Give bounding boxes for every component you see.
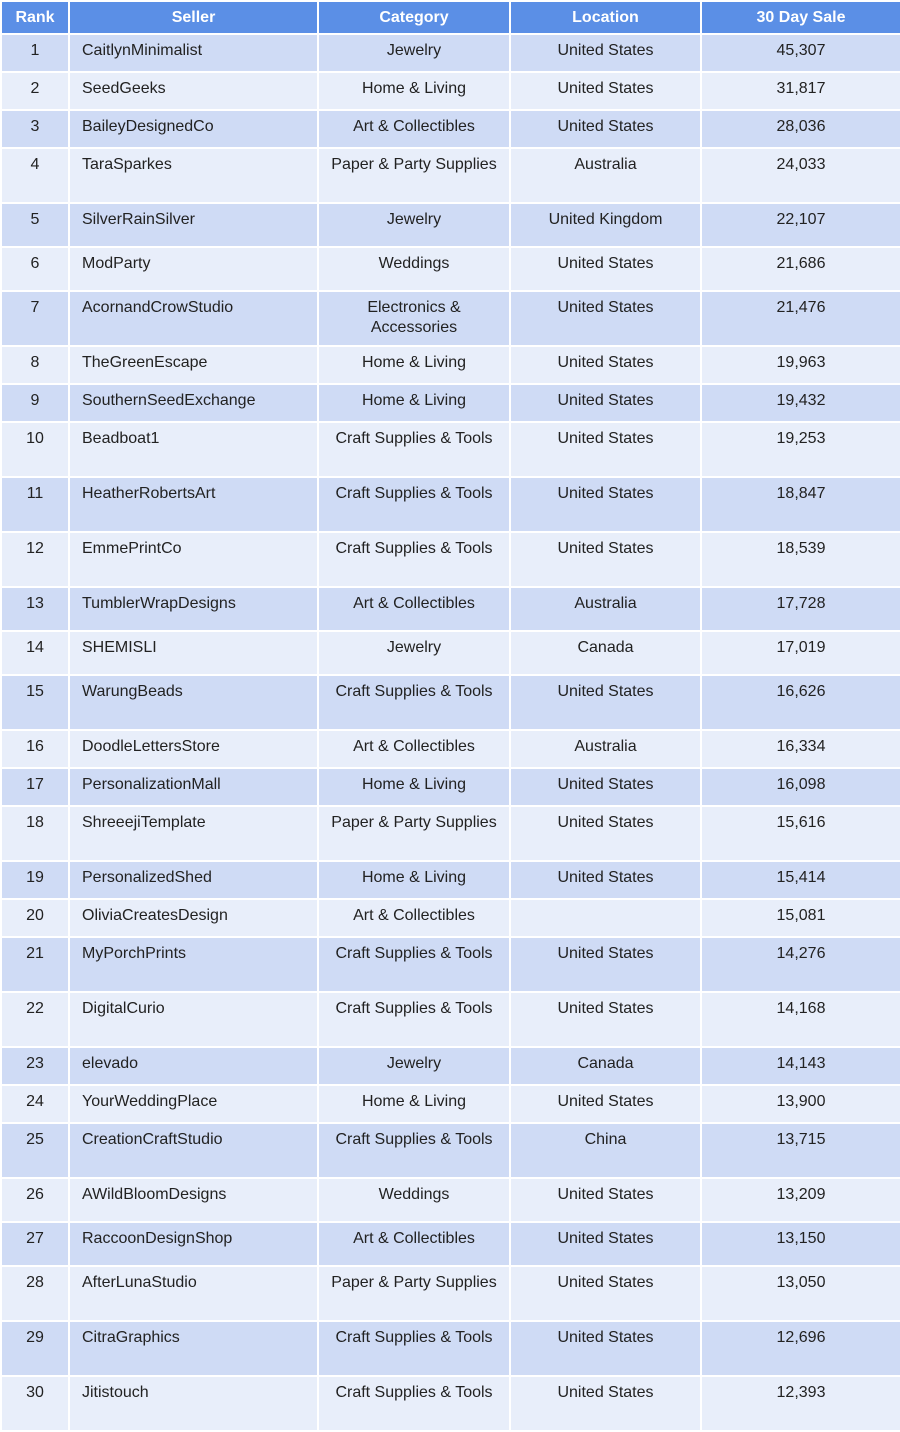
table-row xyxy=(2,423,900,476)
cell-category: Craft Supplies & Tools xyxy=(319,993,509,1046)
cell-location: United States xyxy=(511,1377,700,1430)
table-row xyxy=(2,111,900,147)
table-row xyxy=(2,993,900,1046)
cell-category: Jewelry xyxy=(319,1048,509,1084)
table-row xyxy=(2,938,900,991)
table-row xyxy=(2,248,900,290)
cell-location: United States xyxy=(511,1223,700,1265)
cell-seller: ShreeejiTemplate xyxy=(70,807,317,860)
cell-category: Paper & Party Supplies xyxy=(319,149,509,202)
cell-seller: PersonalizationMall xyxy=(70,769,317,805)
table-row xyxy=(2,385,900,421)
cell-category: Home & Living xyxy=(319,347,509,383)
cell-seller: TheGreenEscape xyxy=(70,347,317,383)
cell-rank: 15 xyxy=(2,676,68,729)
cell-location: Australia xyxy=(511,149,700,202)
cell-rank: 17 xyxy=(2,769,68,805)
cell-seller: SouthernSeedExchange xyxy=(70,385,317,421)
cell-category: Weddings xyxy=(319,248,509,290)
cell-rank: 8 xyxy=(2,347,68,383)
cell-rank: 25 xyxy=(2,1124,68,1177)
header-row xyxy=(2,2,900,33)
cell-30-day-sale: 17,728 xyxy=(702,588,900,630)
cell-location: Australia xyxy=(511,588,700,630)
cell-rank: 26 xyxy=(2,1179,68,1221)
cell-30-day-sale: 19,253 xyxy=(702,423,900,476)
cell-30-day-sale: 15,414 xyxy=(702,862,900,898)
cell-category: Craft Supplies & Tools xyxy=(319,1322,509,1375)
cell-30-day-sale: 17,019 xyxy=(702,632,900,674)
cell-seller: HeatherRobertsArt xyxy=(70,478,317,531)
cell-30-day-sale: 19,432 xyxy=(702,385,900,421)
table-row xyxy=(2,632,900,674)
cell-30-day-sale: 28,036 xyxy=(702,111,900,147)
cell-location: United States xyxy=(511,73,700,109)
cell-seller: DigitalCurio xyxy=(70,993,317,1046)
cell-30-day-sale: 19,963 xyxy=(702,347,900,383)
cell-category: Art & Collectibles xyxy=(319,1223,509,1265)
cell-rank: 18 xyxy=(2,807,68,860)
cell-30-day-sale: 13,900 xyxy=(702,1086,900,1122)
table-row xyxy=(2,769,900,805)
cell-category: Art & Collectibles xyxy=(319,111,509,147)
cell-30-day-sale: 21,686 xyxy=(702,248,900,290)
header-category: Category xyxy=(319,2,509,33)
cell-category: Home & Living xyxy=(319,769,509,805)
cell-30-day-sale: 21,476 xyxy=(702,292,900,345)
cell-rank: 6 xyxy=(2,248,68,290)
cell-30-day-sale: 18,847 xyxy=(702,478,900,531)
cell-rank: 30 xyxy=(2,1377,68,1430)
table-row xyxy=(2,1179,900,1221)
cell-30-day-sale: 13,050 xyxy=(702,1267,900,1320)
cell-location: United Kingdom xyxy=(511,204,700,246)
cell-rank: 11 xyxy=(2,478,68,531)
table-row xyxy=(2,862,900,898)
cell-location: United States xyxy=(511,347,700,383)
cell-location: United States xyxy=(511,35,700,71)
cell-location: Australia xyxy=(511,731,700,767)
cell-rank: 2 xyxy=(2,73,68,109)
table-row xyxy=(2,1322,900,1375)
cell-category: Home & Living xyxy=(319,385,509,421)
cell-seller: YourWeddingPlace xyxy=(70,1086,317,1122)
cell-seller: TaraSparkes xyxy=(70,149,317,202)
cell-seller: PersonalizedShed xyxy=(70,862,317,898)
header-location: Location xyxy=(511,2,700,33)
cell-rank: 20 xyxy=(2,900,68,936)
cell-seller: AWildBloomDesigns xyxy=(70,1179,317,1221)
cell-category: Home & Living xyxy=(319,1086,509,1122)
cell-rank: 16 xyxy=(2,731,68,767)
cell-category: Jewelry xyxy=(319,204,509,246)
cell-category: Jewelry xyxy=(319,35,509,71)
cell-location: United States xyxy=(511,292,700,345)
cell-category: Craft Supplies & Tools xyxy=(319,533,509,586)
header-seller: Seller xyxy=(70,2,317,33)
cell-category: Home & Living xyxy=(319,73,509,109)
table-row xyxy=(2,588,900,630)
cell-rank: 4 xyxy=(2,149,68,202)
cell-30-day-sale: 31,817 xyxy=(702,73,900,109)
cell-30-day-sale: 16,626 xyxy=(702,676,900,729)
cell-30-day-sale: 22,107 xyxy=(702,204,900,246)
table-row xyxy=(2,533,900,586)
cell-30-day-sale: 12,393 xyxy=(702,1377,900,1430)
table-body xyxy=(2,35,900,1430)
table-row xyxy=(2,149,900,202)
cell-rank: 3 xyxy=(2,111,68,147)
cell-rank: 19 xyxy=(2,862,68,898)
cell-seller: BaileyDesignedCo xyxy=(70,111,317,147)
cell-30-day-sale: 15,081 xyxy=(702,900,900,936)
cell-30-day-sale: 24,033 xyxy=(702,149,900,202)
table-row xyxy=(2,807,900,860)
cell-location: United States xyxy=(511,676,700,729)
cell-location: United States xyxy=(511,1086,700,1122)
cell-category: Weddings xyxy=(319,1179,509,1221)
cell-30-day-sale: 13,209 xyxy=(702,1179,900,1221)
cell-seller: elevado xyxy=(70,1048,317,1084)
table-row xyxy=(2,478,900,531)
cell-category: Craft Supplies & Tools xyxy=(319,423,509,476)
cell-rank: 22 xyxy=(2,993,68,1046)
cell-seller: CaitlynMinimalist xyxy=(70,35,317,71)
cell-location: United States xyxy=(511,993,700,1046)
cell-rank: 10 xyxy=(2,423,68,476)
cell-30-day-sale: 13,150 xyxy=(702,1223,900,1265)
cell-seller: SHEMISLI xyxy=(70,632,317,674)
table-row xyxy=(2,1048,900,1084)
cell-location: United States xyxy=(511,423,700,476)
cell-location: United States xyxy=(511,111,700,147)
cell-location: United States xyxy=(511,938,700,991)
cell-30-day-sale: 15,616 xyxy=(702,807,900,860)
table-row xyxy=(2,347,900,383)
cell-seller: EmmePrintCo xyxy=(70,533,317,586)
cell-location: China xyxy=(511,1124,700,1177)
cell-seller: ModParty xyxy=(70,248,317,290)
cell-location: Canada xyxy=(511,632,700,674)
cell-rank: 21 xyxy=(2,938,68,991)
cell-rank: 23 xyxy=(2,1048,68,1084)
cell-category: Paper & Party Supplies xyxy=(319,807,509,860)
table-row xyxy=(2,731,900,767)
cell-location xyxy=(511,900,700,936)
table-row xyxy=(2,1267,900,1320)
cell-seller: SeedGeeks xyxy=(70,73,317,109)
table-row xyxy=(2,1086,900,1122)
cell-seller: TumblerWrapDesigns xyxy=(70,588,317,630)
cell-30-day-sale: 13,715 xyxy=(702,1124,900,1177)
cell-location: United States xyxy=(511,1322,700,1375)
cell-seller: Beadboat1 xyxy=(70,423,317,476)
cell-30-day-sale: 45,307 xyxy=(702,35,900,71)
cell-rank: 14 xyxy=(2,632,68,674)
table-row xyxy=(2,1223,900,1265)
table-row xyxy=(2,676,900,729)
cell-30-day-sale: 16,334 xyxy=(702,731,900,767)
cell-rank: 1 xyxy=(2,35,68,71)
cell-category: Craft Supplies & Tools xyxy=(319,1124,509,1177)
cell-rank: 29 xyxy=(2,1322,68,1375)
cell-category: Electronics & Accessories xyxy=(319,292,509,345)
cell-seller: AcornandCrowStudio xyxy=(70,292,317,345)
cell-location: United States xyxy=(511,248,700,290)
cell-rank: 28 xyxy=(2,1267,68,1320)
cell-location: Canada xyxy=(511,1048,700,1084)
cell-30-day-sale: 18,539 xyxy=(702,533,900,586)
cell-rank: 24 xyxy=(2,1086,68,1122)
cell-seller: SilverRainSilver xyxy=(70,204,317,246)
cell-30-day-sale: 16,098 xyxy=(702,769,900,805)
cell-location: United States xyxy=(511,385,700,421)
cell-location: United States xyxy=(511,807,700,860)
cell-category: Craft Supplies & Tools xyxy=(319,938,509,991)
cell-rank: 9 xyxy=(2,385,68,421)
header-rank: Rank xyxy=(2,2,68,33)
table-row xyxy=(2,204,900,246)
cell-category: Paper & Party Supplies xyxy=(319,1267,509,1320)
cell-location: United States xyxy=(511,1179,700,1221)
cell-location: United States xyxy=(511,769,700,805)
cell-rank: 7 xyxy=(2,292,68,345)
cell-30-day-sale: 12,696 xyxy=(702,1322,900,1375)
cell-seller: DoodleLettersStore xyxy=(70,731,317,767)
header-30-day-sale: 30 Day Sale xyxy=(702,2,900,33)
cell-30-day-sale: 14,143 xyxy=(702,1048,900,1084)
table-row xyxy=(2,35,900,71)
cell-location: United States xyxy=(511,862,700,898)
table-row xyxy=(2,900,900,936)
table-row xyxy=(2,1124,900,1177)
cell-seller: CitraGraphics xyxy=(70,1322,317,1375)
table-row xyxy=(2,292,900,345)
cell-seller: MyPorchPrints xyxy=(70,938,317,991)
cell-rank: 5 xyxy=(2,204,68,246)
cell-category: Craft Supplies & Tools xyxy=(319,478,509,531)
cell-category: Art & Collectibles xyxy=(319,588,509,630)
cell-location: United States xyxy=(511,1267,700,1320)
cell-category: Craft Supplies & Tools xyxy=(319,1377,509,1430)
cell-rank: 12 xyxy=(2,533,68,586)
cell-location: United States xyxy=(511,478,700,531)
cell-seller: CreationCraftStudio xyxy=(70,1124,317,1177)
cell-seller: OliviaCreatesDesign xyxy=(70,900,317,936)
cell-category: Home & Living xyxy=(319,862,509,898)
cell-category: Art & Collectibles xyxy=(319,900,509,936)
cell-rank: 13 xyxy=(2,588,68,630)
cell-30-day-sale: 14,276 xyxy=(702,938,900,991)
cell-category: Craft Supplies & Tools xyxy=(319,676,509,729)
cell-seller: RaccoonDesignShop xyxy=(70,1223,317,1265)
cell-30-day-sale: 14,168 xyxy=(702,993,900,1046)
cell-seller: AfterLunaStudio xyxy=(70,1267,317,1320)
table-row xyxy=(2,73,900,109)
cell-seller: Jitistouch xyxy=(70,1377,317,1430)
cell-category: Art & Collectibles xyxy=(319,731,509,767)
cell-seller: WarungBeads xyxy=(70,676,317,729)
cell-category: Jewelry xyxy=(319,632,509,674)
cell-rank: 27 xyxy=(2,1223,68,1265)
cell-location: United States xyxy=(511,533,700,586)
